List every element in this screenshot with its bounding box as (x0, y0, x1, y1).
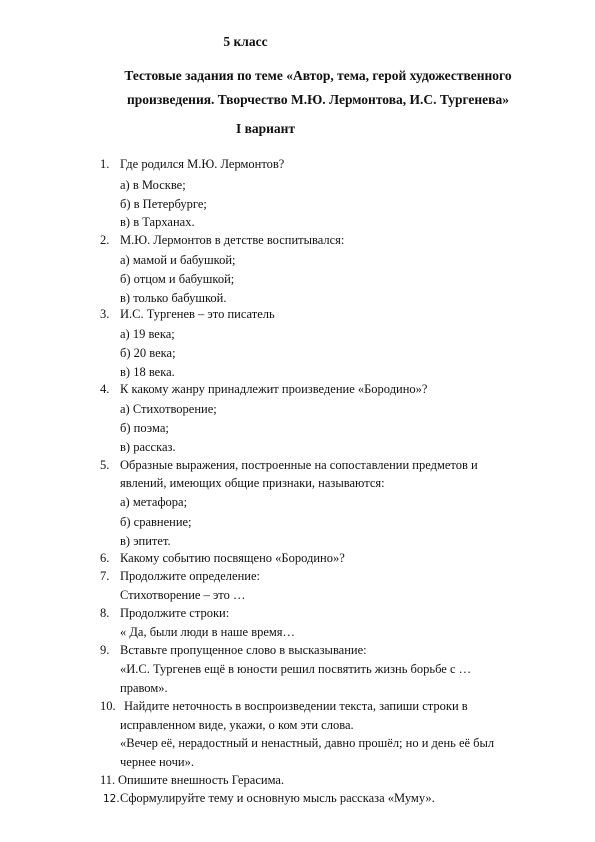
test-title (78, 64, 558, 112)
question-number: 10. (100, 699, 116, 713)
answer-option: в) в Тарханах. (120, 215, 195, 229)
answer-option: а) метафора; (120, 495, 188, 509)
question-text: Какому событию посвящено «Бородино»? (120, 551, 345, 565)
question-text-continued: « Да, были люди в наше время… (120, 625, 296, 639)
question-number: 7. (100, 569, 110, 583)
question-number: 3. (100, 307, 110, 321)
question-text-continued: исправленном виде, укажи, о ком эти слова. (120, 718, 354, 732)
variant-text: I вариант (235, 121, 296, 136)
question-number: 5. (100, 458, 110, 472)
question-number: 11. (100, 773, 116, 787)
question-text: Продолжите строки: (120, 606, 230, 620)
title-line-1: Тестовые задания по теме «Автор, тема, герой художественного (124, 68, 512, 83)
variant-heading (0, 121, 595, 137)
question-number: 6. (100, 551, 110, 565)
question-text-continued: явлений, имеющих общие признаки, называются: (120, 476, 385, 490)
question-number: 2. (100, 233, 110, 247)
question-text: Вставьте пропущенное слово в высказывание: (120, 643, 367, 657)
answer-option: в) только бабушкой. (120, 291, 227, 305)
question-number: 4. (100, 382, 110, 396)
question-number: 12. (103, 793, 120, 805)
title-line-2: произведения. Творчество М.Ю. Лермонтова, И.С. Тургенева» (127, 92, 509, 107)
answer-option: б) поэма; (120, 421, 169, 435)
question-number: 8. (100, 606, 110, 620)
question-number: 9. (100, 643, 110, 657)
question-text-continued: «И.С. Тургенев ещё в юности решил посвятить жизнь борьбе с … (120, 662, 472, 676)
question-text: Опишите внешность Герасима. (118, 773, 285, 787)
question-text-continued: «Вечер её, нерадостный и ненастный, давно прошёл; но и день её был (120, 736, 495, 750)
question-text-continued: правом». (120, 681, 168, 695)
question-text: М.Ю. Лермонтов в детстве воспитывался: (120, 233, 345, 247)
answer-option: а) в Москве; (120, 178, 186, 192)
question-text: Сформулируйте тему и основную мысль рассказа «Муму». (120, 791, 435, 805)
answer-option: а) Стихотворение; (120, 402, 217, 416)
question-text: Где родился М.Ю. Лермонтов? (120, 157, 285, 171)
question-number: 1. (100, 157, 110, 171)
question-text: И.С. Тургенев – это писатель (120, 307, 275, 321)
grade-heading (0, 34, 595, 50)
question-text: Образные выражения, построенные на сопоставлении предметов и (120, 458, 478, 472)
answer-option: б) 20 века; (120, 346, 176, 360)
answer-option: а) 19 века; (120, 327, 175, 341)
question-text: К какому жанру принадлежит произведение «Бородино»? (120, 382, 428, 396)
answer-option: в) 18 века. (120, 365, 175, 379)
question-text: Найдите неточность в воспроизведении текста, запиши строки в (124, 699, 468, 713)
answer-option: б) в Петербурге; (120, 197, 207, 211)
question-text-continued: Стихотворение – это … (120, 588, 246, 602)
answer-option: б) отцом и бабушкой; (120, 272, 235, 286)
answer-option: в) рассказ. (120, 440, 176, 454)
answer-option: в) эпитет. (120, 534, 171, 548)
answer-option: а) мамой и бабушкой; (120, 253, 236, 267)
question-text-continued: чернее ночи». (120, 755, 194, 769)
grade-text: 5 класс (223, 34, 268, 49)
answer-option: б) сравнение; (120, 515, 192, 529)
question-text: Продолжите определение: (120, 569, 260, 583)
